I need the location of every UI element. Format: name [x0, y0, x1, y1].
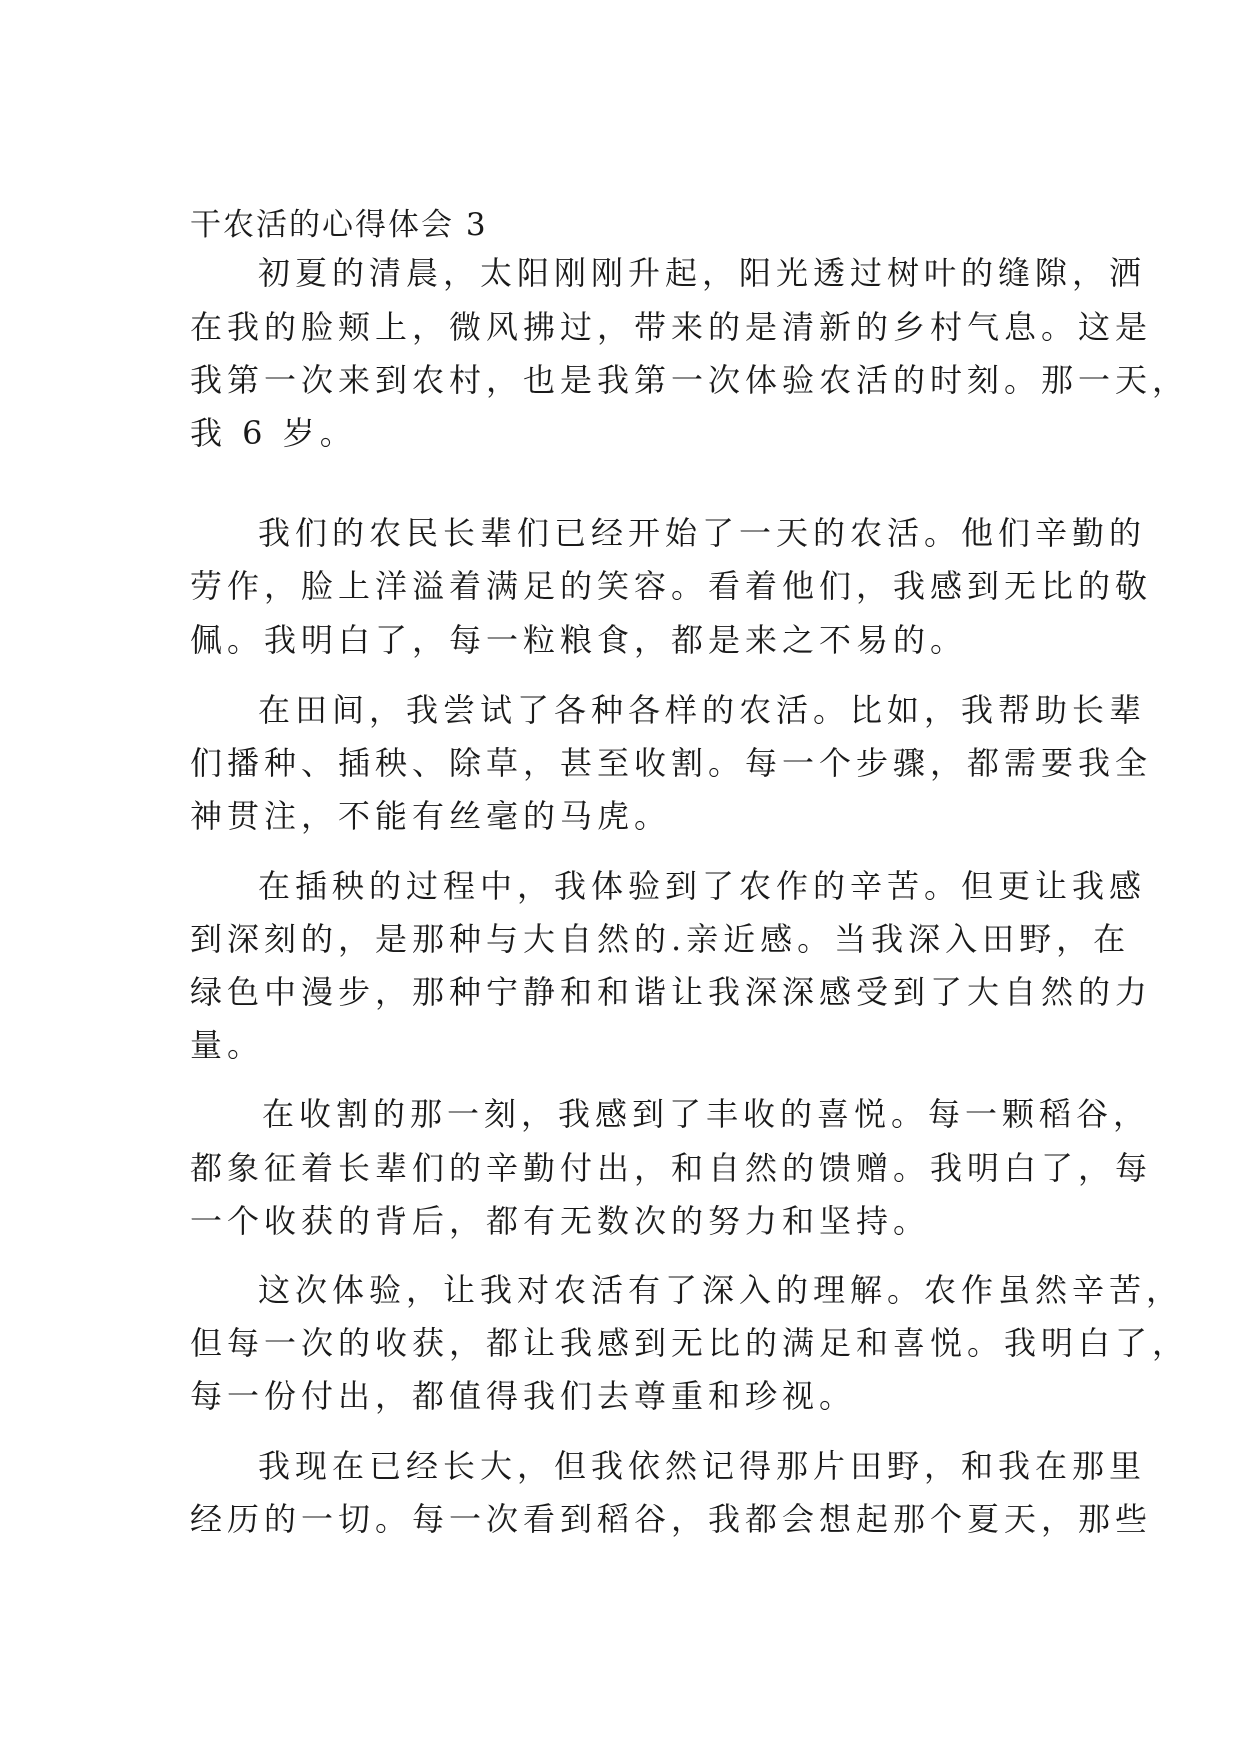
- paragraph-line: 佩。我明白了，每一粒粮食，都是来之不易的。: [190, 621, 968, 659]
- paragraph-line: 经历的一切。每一次看到稻谷，我都会想起那个夏天，那些: [190, 1500, 1153, 1538]
- document-title: 干农活的心得体会 3: [190, 207, 488, 243]
- paragraph-line: 这次体验，让我对农活有了深入的理解。农作虽然辛苦，: [258, 1271, 1184, 1309]
- paragraph-line: 我们的农民长辈们已经开始了一天的农活。他们辛勤的: [258, 514, 1147, 552]
- paragraph-line: 到深刻的，是那种与大自然的.亲近感。当我深入田野，在: [190, 920, 1131, 958]
- paragraph-line: 劳作，脸上洋溢着满足的笑容。看着他们，我感到无比的敬: [190, 567, 1153, 605]
- paragraph-line: 在插秧的过程中，我体验到了农作的辛苦。但更让我感: [258, 867, 1147, 905]
- paragraph-line: 在田间，我尝试了各种各样的农活。比如，我帮助长辈: [258, 691, 1147, 729]
- paragraph-line: 都象征着长辈们的辛勤付出，和自然的馈赠。我明白了，每: [190, 1149, 1153, 1187]
- paragraph-line: 们播种、插秧、除草，甚至收割。每一个步骤，都需要我全: [190, 744, 1153, 782]
- paragraph-line: 量。: [190, 1026, 265, 1064]
- paragraph-line: 每一份付出，都值得我们去尊重和珍视。: [190, 1377, 857, 1415]
- paragraph-line: 绿色中漫步，那种宁静和和谐让我深深感受到了大自然的力: [190, 973, 1153, 1011]
- paragraph-line: 我现在已经长大，但我依然记得那片田野，和我在那里: [258, 1447, 1147, 1485]
- paragraph-line: 在我的脸颊上，微风拂过，带来的是清新的乡村气息。这是: [190, 308, 1153, 346]
- paragraph-line: 神贯注，不能有丝毫的马虎。: [190, 797, 672, 835]
- paragraph-line: 我 6 岁。: [190, 414, 357, 452]
- paragraph-line: 初夏的清晨，太阳刚刚升起，阳光透过树叶的缝隙，洒: [258, 254, 1147, 292]
- paragraph-line: 一个收获的背后，都有无数次的努力和坚持。: [190, 1202, 931, 1240]
- paragraph-line: 我第一次来到农村，也是我第一次体验农活的时刻。那一天，: [190, 361, 1190, 399]
- paragraph-line: 但每一次的收获，都让我感到无比的满足和喜悦。我明白了，: [190, 1324, 1190, 1362]
- paragraph-line: 在收割的那一刻，我感到了丰收的喜悦。每一颗稻谷，: [262, 1095, 1151, 1133]
